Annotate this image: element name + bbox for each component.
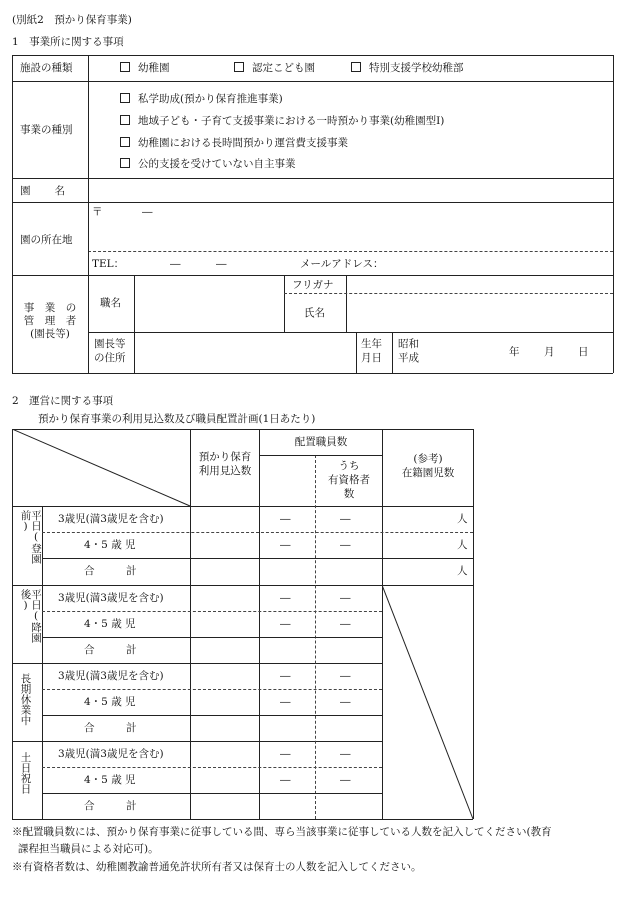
header-diagonal [12,429,192,507]
usage-input[interactable] [192,560,256,582]
month-unit: 月 [544,346,555,358]
row-label: 合 計 [84,800,137,812]
usage-input[interactable] [192,534,256,556]
usage-input[interactable] [192,613,256,635]
business-type-label: 事業の種別 [20,124,73,136]
row-label: 合 計 [84,565,137,577]
section1-heading: 1 事業所に関する事項 [12,36,124,48]
usage-input[interactable] [192,769,256,791]
usage-input[interactable] [192,587,256,609]
fullname-label: 氏名 [304,307,325,319]
dash-mark: ― [280,513,291,525]
business-option-1[interactable]: 私学助成(預かり保育推進事業) [120,93,283,106]
person-unit: 人 [457,565,468,577]
person-unit: 人 [457,513,468,525]
row-label: 3歳児(満3歳児を含む) [58,748,164,760]
dash-mark: ― [340,670,351,682]
dash-mark: ― [280,618,291,630]
dash-mark: ― [340,513,351,525]
option-special-school[interactable]: 特別支援学校幼稚部 [351,62,464,75]
usage-col-header: 預かり保育 利用見込数 [198,451,252,477]
row-label: 4・5 歳 児 [84,539,136,551]
enrolled-col-header: (参考) 在籍園児数 [401,453,455,479]
school-name-label: 園 名 [20,185,66,197]
business-option-3[interactable]: 幼稚園における長時間預かり運営費支援事業 [120,137,348,150]
facility-type-label: 施設の種類 [20,62,73,74]
checkbox-icon [120,137,130,147]
year-unit: 年 [509,346,520,358]
reference-diagonal [382,585,474,820]
note-1: ※配置職員数には、預かり保育事業に従事している間、専ら当該事業に従事している人数を記入してください(教育 [12,826,552,838]
person-unit: 人 [457,539,468,551]
usage-input[interactable] [192,795,256,817]
row-label: 3歳児(満3歳児を含む) [58,513,164,525]
school-name-field[interactable] [90,181,610,200]
address-field[interactable] [92,220,607,248]
postal-mark: 〒 [92,206,103,218]
dash-mark: ― [340,592,351,604]
business-option-4[interactable]: 公的支援を受けていない自主事業 [120,158,296,171]
checkbox-icon [120,115,130,125]
dash-mark: ― [280,696,291,708]
furigana-label: フリガナ [292,279,334,291]
attachment-title: (別紙2 預かり保育事業) [12,14,132,26]
dash-mark: ― [280,539,291,551]
dash-mark: ― [280,592,291,604]
row-label: 4・5 歳 児 [84,618,136,630]
qualified-col-header: うち 有資格者 数 [328,460,370,500]
address-label: 園の所在地 [20,234,73,246]
option-certified-center[interactable]: 認定こども園 [234,62,315,75]
row-label: 3歳児(満3歳児を含む) [58,592,164,604]
email-label: メールアドレス： [300,258,384,270]
dash-mark: ― [340,539,351,551]
usage-input[interactable] [192,743,256,765]
row-label: 4・5 歳 児 [84,774,136,786]
staff-col-header: 配置職員数 [294,436,348,448]
checkbox-icon [120,93,130,103]
group-label-weekday-morning: 平日(登園前) [19,510,42,564]
day-unit: 日 [578,346,589,358]
era-label: 昭和 平成 [398,338,419,364]
usage-input[interactable] [192,691,256,713]
row-label: 4・5 歳 児 [84,696,136,708]
usage-input[interactable] [192,665,256,687]
business-option-2[interactable]: 地域子ども・子育て支援事業における一時預かり事業(幼稚園型Ⅰ) [120,115,444,128]
dash-mark: ― [340,774,351,786]
checkbox-icon [234,62,244,72]
director-address-label: 園長等 の住所 [94,338,126,364]
dash-mark: ― [340,748,351,760]
job-title-label: 職名 [100,297,121,309]
checkbox-icon [351,62,361,72]
tel-label: TEL： [92,258,125,270]
checkbox-icon [120,62,130,72]
group-label-weekend-holiday: 土日祝日 [19,752,32,794]
usage-input[interactable] [192,639,256,661]
tel-dash-1: ― [170,258,181,270]
usage-input[interactable] [192,508,256,530]
birth-label: 生年 月日 [361,338,382,364]
row-label: 3歳児(満3歳児を含む) [58,670,164,682]
dash-mark: ― [340,618,351,630]
dash-mark: ― [340,696,351,708]
tel-dash-2: ― [216,258,227,270]
checkbox-icon [120,158,130,168]
manager-label: 事 業 の 管 理 者 (園長等) [23,302,77,340]
plan-table-caption: 預かり保育事業の利用見込数及び職員配置計画(1日あたり) [38,413,316,425]
row-label: 合 計 [84,722,137,734]
usage-input[interactable] [192,717,256,739]
option-kindergarten[interactable]: 幼稚園 [120,62,170,75]
group-label-weekday-afternoon: 平日(降園後) [19,589,42,643]
dash-mark: ― [280,774,291,786]
note-2: ※有資格者数は、幼稚園教諭普通免許状所有者又は保育士の人数を記入してください。 [12,861,422,873]
group-label-long-vacation: 長期休業中 [19,673,32,726]
postal-dash: ― [142,206,153,218]
row-label: 合 計 [84,644,137,656]
dash-mark: ― [280,670,291,682]
note-1-cont: 課程担当職員による対応可)。 [18,843,159,855]
dash-mark: ― [280,748,291,760]
section2-heading: 2 運営に関する事項 [12,395,114,407]
